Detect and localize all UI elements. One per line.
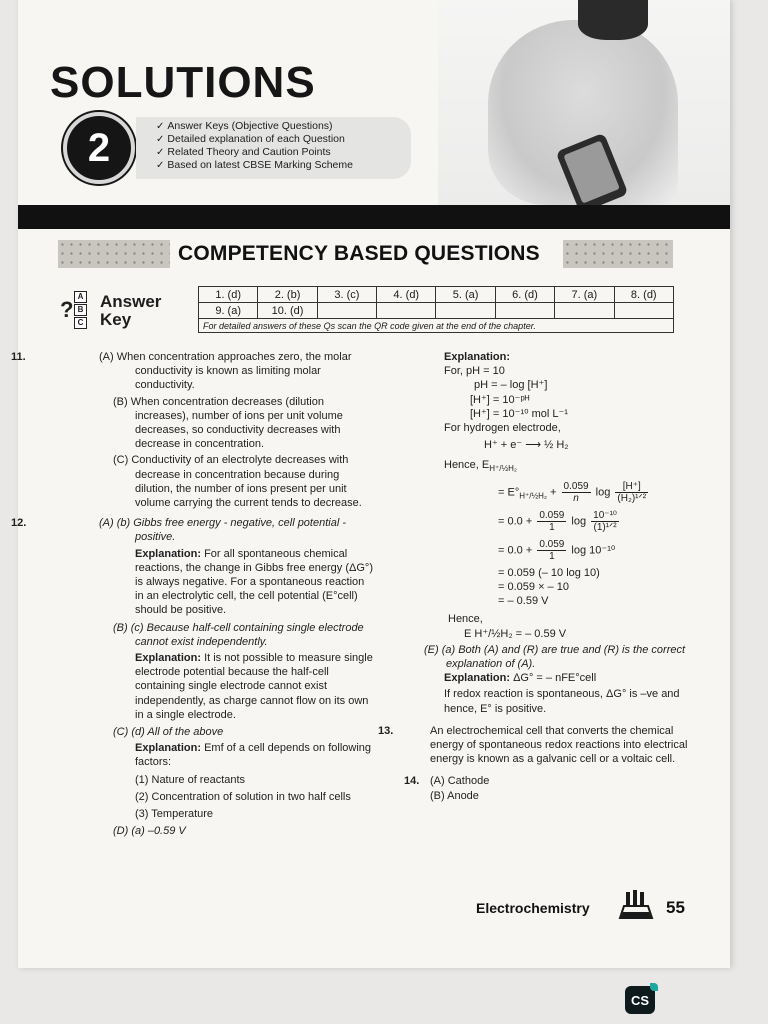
camscanner-logo: CS (625, 986, 655, 1014)
check-icon: ✓ (156, 147, 165, 158)
q12-c (73, 725, 373, 739)
ph-given: For, pH = 10 (444, 365, 505, 378)
answer-cell (436, 303, 495, 319)
final-result: E H⁺/½H₂ = – 0.59 V (464, 627, 567, 640)
q14-b: (B) Anode (430, 789, 479, 802)
page (11, 0, 730, 968)
nernst-eq-3: = 0.0 + $\frac{0.059}{1}$ log 10⁻¹⁰ (498, 538, 616, 562)
q11-c (73, 453, 373, 510)
nernst-eq-6: = – 0.59 V (498, 595, 549, 608)
person-head (578, 0, 648, 40)
features-box (136, 117, 411, 179)
q12-b (73, 621, 373, 649)
ph-step: [H⁺] = 10⁻¹⁰ mol L⁻¹ (470, 407, 568, 420)
quiz-icon: ? A B C (60, 289, 96, 333)
explanation-label: Explanation: (135, 547, 202, 560)
answer-key-word1: Answer (100, 292, 162, 311)
answer-cell: 4. (d) (377, 287, 436, 303)
page-title: SOLUTIONS (50, 58, 316, 107)
answer-cell: 6. (d) (495, 287, 554, 303)
feature-item: ✓ Answer Keys (Objective Questions) (156, 120, 333, 132)
answer-text: An electrochemical cell that converts the chemical energy of spontaneous redox reactions into electrical energy is known as a galvanic cell or a voltaic cell. (430, 724, 688, 766)
nernst-eq-2: = 0.0 + $\frac{0.059}{1}$ log $\frac{\text{10⁻¹⁰}}{\text{(1)¹ᐟ²}}$ (498, 509, 617, 533)
answer-cell (317, 303, 376, 319)
q11-a (11, 350, 373, 393)
explanation-text: Emf of a cell depends on following factors: (135, 742, 372, 769)
check-icon: ✓ (156, 134, 165, 145)
answer-key-table (198, 286, 674, 333)
hence-line: Hence, $E_{H^+/\frac{1}{2}H_2}$ (444, 459, 518, 474)
answer-key-label (60, 287, 198, 335)
electrode-line: For hydrogen electrode, (444, 422, 561, 435)
answer-key-note: For detailed answers of these Qs scan the QR code given at the end of the chapter. (199, 319, 674, 333)
q14-a (404, 774, 700, 788)
explanation-heading: Explanation: (444, 351, 511, 363)
factor-item: (2) Concentration of solution in two half cells (135, 790, 351, 803)
check-icon: ✓ (156, 160, 165, 171)
question-number: 14. (404, 775, 420, 788)
hence-line-2: Hence, (448, 613, 483, 626)
q12-e-explanation-2: If redox reaction is spontaneous, ΔG° is –ve and hence, E° is positive. (444, 688, 680, 715)
explanation-label: Explanation: (135, 742, 202, 755)
answer-key-word2: Key (100, 310, 132, 329)
nernst-eq-5: = 0.059 × – 10 (498, 581, 569, 594)
feature-item: ✓ Related Theory and Caution Points (156, 146, 331, 158)
pattern-tile-right (563, 240, 673, 268)
table-row (199, 303, 674, 319)
divider-band (18, 205, 730, 229)
answer-text: (A) When concentration approaches zero, the molar conductivity is known as limiting molar conductivity. (99, 351, 352, 392)
question-number: 13. (378, 724, 394, 737)
answer-cell (377, 303, 436, 319)
answer-text: (C) (d) All of the above (113, 726, 224, 739)
q12-d: (D) (a) –0.59 V (113, 825, 186, 838)
answer-cell: 1. (d) (199, 287, 258, 303)
q13 (378, 724, 700, 767)
explanation-label: Explanation: (135, 652, 202, 665)
answer-text: (B) When concentration decreases (dilution increases), number of ions per unit volume decreases, so conductivity decreases with decrease in concentration. (113, 395, 343, 451)
answer-cell: 9. (a) (199, 303, 258, 319)
ph-step: [H⁺] = 10⁻ᵖᴴ (470, 393, 530, 406)
check-icon: ✓ (156, 121, 165, 132)
table-row (199, 287, 674, 303)
lab-flask-icon (620, 890, 658, 920)
q12-e-explanation: Explanation: ΔG° = – nFE°cell (444, 672, 597, 685)
answer-text: (B) (c) Because half-cell containing single electrode cannot exist independently. (113, 621, 364, 648)
answer-cell (614, 303, 673, 319)
answer-text: (C) Conductivity of an electrolyte decreases with decrease in concentration because during dilution, the number of ions present per unit volume carrying the current tends to decrease. (113, 454, 362, 510)
answer-cell: 10. (d) (258, 303, 317, 319)
question-number: 12. (11, 517, 27, 530)
explanation-text: For all spontaneous chemical reactions, the change in Gibbs free energy (ΔG°) is always negative. For a spontaneous reaction in an electrolytic cell, the cell potential (E°cell) should be positive. (135, 547, 373, 617)
table-row (199, 319, 674, 333)
q12-e: (E) (a) Both (A) and (R) are true and (R) is the correct explanation of (A). (424, 643, 686, 671)
hence-text: Hence, E (444, 459, 490, 472)
answer-text: (A) (b) Gibbs free energy - negative, cell potential - positive. (99, 517, 347, 544)
chapter-name: Electrochemistry (476, 900, 590, 916)
question-number: 11. (11, 351, 26, 363)
ph-step: pH = – log [H⁺] (474, 379, 548, 392)
answer-cell (495, 303, 554, 319)
q12-c-explanation (73, 741, 373, 769)
factor-item: (3) Temperature (135, 808, 214, 821)
answer-cell: 3. (c) (317, 287, 376, 303)
nernst-eq-1: = $E^\circ_{H^+/\frac{1}{2}H_2}$ + $\frac{0.059}{n}$ log $\frac{[H^+]}{\text{(H₂)¹ᐟ²}}$ (498, 480, 647, 504)
q12-a-explanation (73, 547, 373, 618)
feature-item: ✓ Based on latest CBSE Marking Scheme (156, 159, 353, 171)
right-column (378, 350, 700, 803)
chapter-number-badge: 2 (63, 112, 135, 184)
q12-a (11, 516, 373, 544)
factor-item: (1) Nature of reactants (135, 773, 246, 786)
q12-b-explanation (73, 651, 373, 722)
answer-cell: 7. (a) (555, 287, 614, 303)
q11-b (73, 395, 373, 452)
nernst-eq-4: = 0.059 (– 10 log 10) (498, 566, 600, 579)
feature-item: ✓ Detailed explanation of each Question (156, 133, 345, 145)
section-title: COMPETENCY BASED QUESTIONS (174, 240, 544, 268)
left-column (11, 350, 373, 839)
answer-cell (555, 303, 614, 319)
section-heading-row (58, 238, 710, 270)
answer-cell: 8. (d) (614, 287, 673, 303)
explanation-text: It is not possible to measure single electrode potential because the half-cell containing single electrode cannot exist independently, as charge cannot flow on its own in a single electrode. (135, 652, 373, 721)
pattern-tile-left (58, 240, 170, 268)
answer-cell: 5. (a) (436, 287, 495, 303)
half-reaction: H⁺ + e⁻ ⟶ ½ H₂ (484, 439, 569, 452)
answer-cell: 2. (b) (258, 287, 317, 303)
page-number: 55 (666, 898, 685, 917)
answer-text: (A) Cathode (430, 775, 490, 788)
